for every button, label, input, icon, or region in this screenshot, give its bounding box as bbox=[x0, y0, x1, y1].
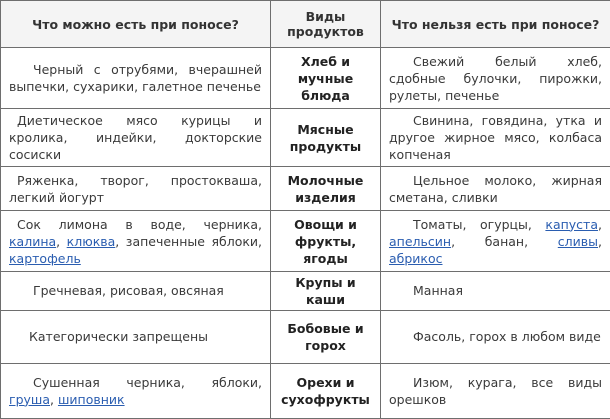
food-text: , bbox=[56, 233, 67, 249]
category-cell: Мясные продукты bbox=[271, 109, 381, 166]
food-link[interactable]: клюква bbox=[66, 233, 116, 249]
food-text: , банан, bbox=[451, 233, 558, 249]
allowed-cell bbox=[1, 166, 271, 210]
food-text: , запеченные яблоки, bbox=[115, 233, 262, 249]
food-text: Манная bbox=[413, 283, 463, 299]
food-text: Свежий белый хлеб, сдобные булочки, пирожки, рулеты, печенье bbox=[389, 53, 602, 103]
forbidden-cell bbox=[381, 311, 610, 363]
header-forbidden: Что нельзя есть при поносе? bbox=[381, 1, 610, 48]
forbidden-cell bbox=[381, 271, 610, 310]
forbidden-cell bbox=[381, 109, 610, 166]
allowed-cell bbox=[1, 109, 271, 166]
food-text: Фасоль, горох в любом виде bbox=[413, 329, 601, 345]
food-text: Цельное молоко, жирная сметана, сливки bbox=[389, 172, 602, 205]
table-body bbox=[1, 48, 610, 419]
category-cell: Молочные изделия bbox=[271, 166, 381, 210]
food-link[interactable]: абрикос bbox=[389, 250, 443, 266]
allowed-cell bbox=[1, 211, 271, 271]
table-row bbox=[1, 109, 610, 166]
allowed-cell bbox=[1, 48, 271, 109]
allowed-cell bbox=[1, 271, 271, 310]
category-cell: Орехи и сухофрукты bbox=[271, 363, 381, 419]
header-allowed: Что можно есть при поносе? bbox=[1, 1, 271, 48]
table-row bbox=[1, 311, 610, 363]
food-text: Диетическое мясо курицы и кролика, индейки, докторские сосиски bbox=[9, 113, 262, 163]
food-link[interactable]: сливы bbox=[557, 233, 599, 249]
category-cell: Овощи и фрукты, ягоды bbox=[271, 211, 381, 271]
food-text: Изюм, курага, все виды орешков bbox=[389, 374, 602, 407]
table-row bbox=[1, 211, 610, 271]
header-row bbox=[1, 1, 610, 48]
food-link[interactable]: апельсин bbox=[389, 233, 452, 249]
allowed-cell bbox=[1, 363, 271, 419]
forbidden-cell bbox=[381, 363, 610, 419]
food-text: , bbox=[598, 233, 602, 249]
food-link[interactable]: груша bbox=[9, 391, 50, 407]
food-text: Свинина, говядина, утка и другое жирное мясо, колбаса копченая bbox=[389, 113, 602, 163]
food-text: , bbox=[598, 216, 602, 232]
header-category: Виды продуктов bbox=[271, 1, 381, 48]
food-text: Ряженка, творог, простокваша, легкий йогурт bbox=[9, 172, 262, 205]
category-cell: Хлеб и мучные блюда bbox=[271, 48, 381, 109]
food-text: Гречневая, рисовая, овсяная bbox=[33, 283, 224, 299]
food-text: Сушенная черника, яблоки, bbox=[33, 374, 262, 390]
category-cell: Крупы и каши bbox=[271, 271, 381, 310]
table-row bbox=[1, 363, 610, 419]
food-link[interactable]: калина bbox=[9, 233, 57, 249]
food-text: Томаты, огурцы, bbox=[413, 216, 546, 232]
forbidden-cell bbox=[381, 211, 610, 271]
table-row bbox=[1, 166, 610, 210]
food-link[interactable]: шиповник bbox=[57, 391, 125, 407]
allowed-cell bbox=[1, 311, 271, 363]
table-row bbox=[1, 48, 610, 109]
food-text: Черный с отрубями, вчерашней выпечки, сухарики, галетное печенье bbox=[9, 62, 262, 95]
forbidden-cell bbox=[381, 166, 610, 210]
food-link[interactable]: картофель bbox=[9, 250, 81, 266]
food-text: , bbox=[50, 391, 58, 407]
forbidden-cell bbox=[381, 48, 610, 109]
food-text: Категорически запрещены bbox=[29, 329, 208, 345]
category-cell: Бобовые и горох bbox=[271, 311, 381, 363]
food-text: Сок лимона в воде, черника, bbox=[17, 216, 262, 232]
table-row bbox=[1, 271, 610, 310]
food-link[interactable]: капуста bbox=[545, 216, 599, 232]
